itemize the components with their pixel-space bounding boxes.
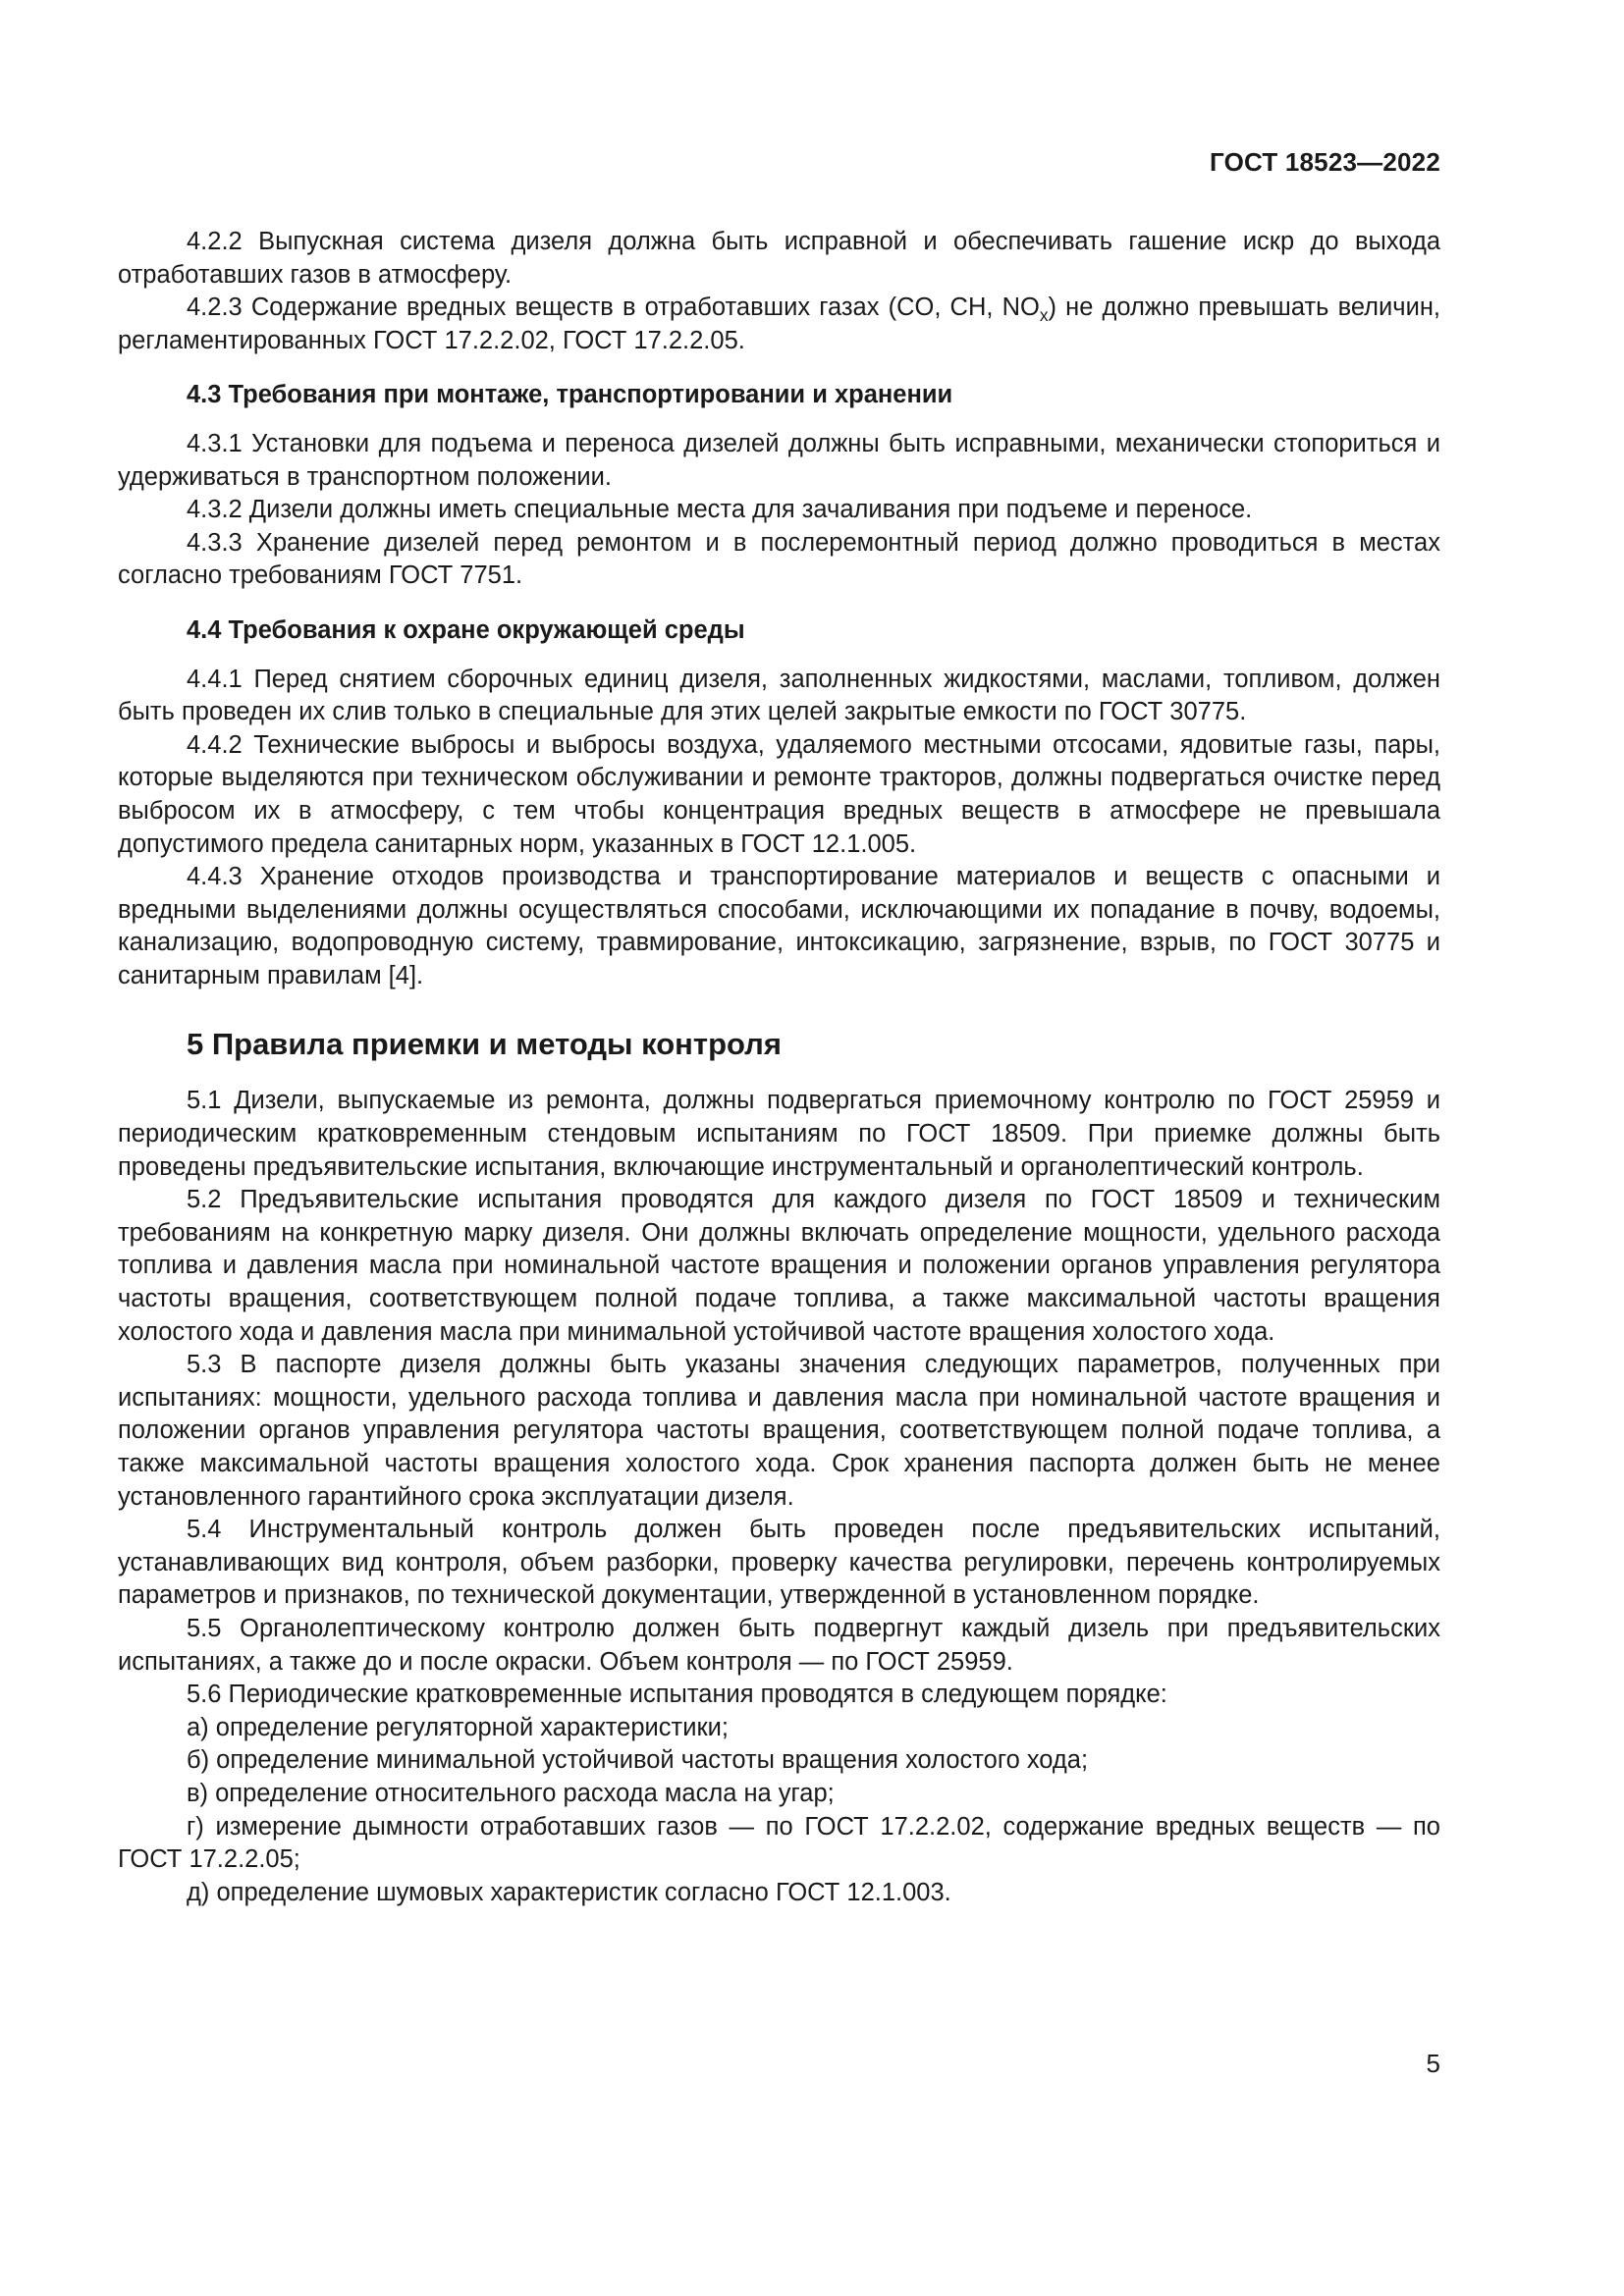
list-item-5-6-d: д) определение шумовых характеристик согласно ГОСТ 12.1.003. [187,1878,951,1906]
paragraph-4-4-2: 4.4.2 Технические выбросы и выбросы воздуха, удаляемого местными отсосами, ядовитые газы, пары, которые выделяются при техническом обслуживании и ремонте тракторов, должны подвергаться очистке перед выбросом их в атмосферу, с тем чтобы концентрация вредных веществ в атмосфере не превышала допустимого предела санитарных норм, указанных в ГОСТ 12.1.005. [118,730,1440,858]
list-item-5-6-a: а) определение регуляторной характеристики; [187,1713,729,1741]
list-item-5-6-v: в) определение относительного расхода масла на угар; [187,1779,835,1807]
nox-subscript: x [1039,305,1049,326]
document-body [118,226,1440,1909]
paragraph-5-4: 5.4 Инструментальный контроль должен быть проведен после предъявительских испытаний, устанавливающих вид контроля, объем разборки, проверку качества регулировки, перечень контролируемых параметров и признаков, по технической документации, утвержденной в установленном порядке. [118,1516,1440,1610]
paragraph-4-2-3 [118,292,1440,357]
paragraph-4-2-3-part2: ) не должно превышать величин, регламентированных ГОСТ 17.2.2.02, ГОСТ 17.2.2.05. [118,294,1440,354]
paragraph-5-2: 5.2 Предъявительские испытания проводятся для каждого дизеля по ГОСТ 18509 и техническим требованиям на конкретную марку дизеля. Они должны включать определение мощности, удельного расхода топлива и давления масла при номинальной частоте вращения и положении органов управления регулятора частоты вращения, соответствующем полной подаче топлива, а также максимальной частоты вращения холостого хода и давления масла при минимальной устойчивой частоте вращения холостого хода. [118,1186,1440,1346]
list-item-5-6-g: г) измерение дымности отработавших газов — по ГОСТ 17.2.2.02, содержание вредных веществ — по ГОСТ 17.2.2.05; [118,1812,1440,1874]
paragraph-4-4-3: 4.4.3 Хранение отходов производства и транспортирование материалов и веществ с опасными и вредными выделениями должны осуществляться способами, исключающими их попадание в почву, водоемы, канализацию, водопроводную систему, травмирование, интоксикацию, загрязнение, взрыв, по ГОСТ 30775 и санитарным правилам [4]. [118,863,1440,989]
paragraph-4-4-1: 4.4.1 Перед снятием сборочных единиц дизеля, заполненных жидкостями, маслами, топливом, должен быть проведен их слив только в специальные для этих целей закрытые емкости по ГОСТ 30775. [118,665,1440,726]
paragraph-4-3-2: 4.3.2 Дизели должны иметь специальные места для зачаливания при подъеме и переносе. [187,496,1253,524]
paragraph-5-5: 5.5 Органолептическому контролю должен быть подвергнут каждый дизель при предъявительских испытаниях, а также до и после окраски. Объем контроля — по ГОСТ 25959. [118,1614,1440,1676]
paragraph-5-3: 5.3 В паспорте дизеля должны быть указаны значения следующих параметров, полученных при испытаниях: мощности, удельного расхода топлива и давления масла при номинальной частоте вращения и положении органов управления регулятора частоты вращения, соответствующем полной подаче топлива, а также максимальной частоты вращения холостого хода. Срок хранения паспорта должен быть не менее установленного гарантийного срока эксплуатации дизеля. [118,1351,1440,1511]
list-item-5-6-b: б) определение минимальной устойчивой частоты вращения холостого хода; [187,1746,1089,1775]
section-heading-4-4: 4.4 Требования к охране окружающей среды [187,615,745,644]
page-number: 5 [1426,2049,1440,2078]
paragraph-4-2-3-part1: 4.2.3 Содержание вредных веществ в отработавших газах (CO, CH, NO [187,294,1040,322]
paragraph-4-2-2: 4.2.2 Выпускная система дизеля должна быть исправной и обеспечивать гашение искр до выхода отработавших газов в атмосферу. [118,228,1440,289]
document-id-header: ГОСТ 18523—2022 [1210,147,1440,177]
paragraph-4-3-1: 4.3.1 Установки для подъема и переноса дизелей должны быть исправными, механически стопориться и удерживаться в транспортном положении. [118,429,1440,491]
chapter-heading-5: 5 Правила приемки и методы контроля [187,1027,782,1062]
paragraph-4-3-3: 4.3.3 Хранение дизелей перед ремонтом и в послеремонтный период должно проводиться в местах согласно требованиям ГОСТ 7751. [118,528,1440,590]
paragraph-5-1: 5.1 Дизели, выпускаемые из ремонта, должны подвергаться приемочному контролю по ГОСТ 25959 и периодическим кратковременным стендовым испытаниям по ГОСТ 18509. При приемке должны быть проведены предъявительские испытания, включающие инструментальный и органолептический контроль. [118,1087,1440,1181]
section-heading-4-3: 4.3 Требования при монтаже, транспортировании и хранении [187,381,953,409]
paragraph-5-6: 5.6 Периодические кратковременные испытания проводятся в следующем порядке: [187,1681,1167,1709]
